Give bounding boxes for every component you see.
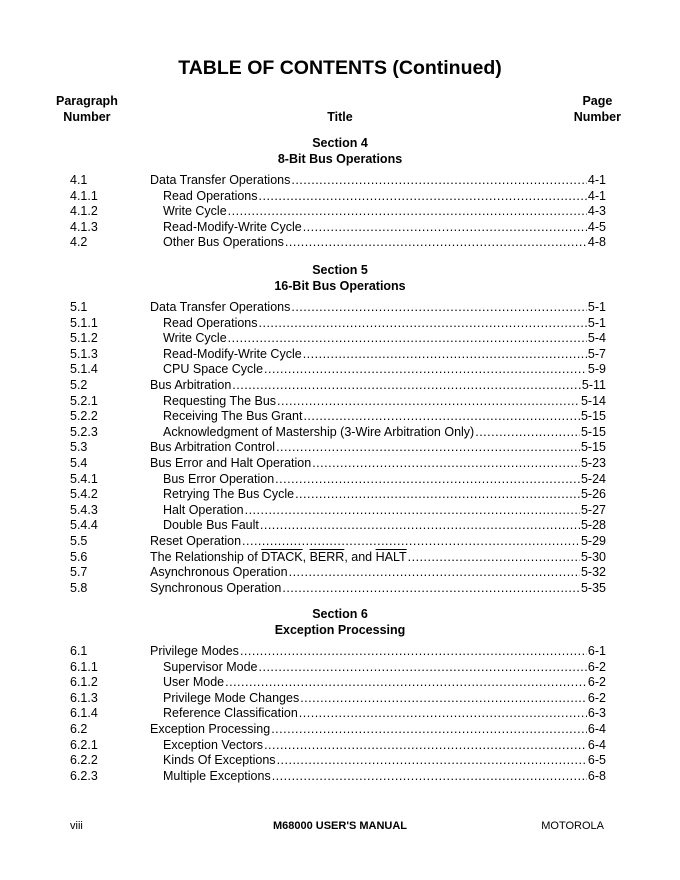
toc-entry-title: Kinds Of Exceptions	[163, 753, 276, 768]
toc-entry-number: 5.1	[70, 300, 88, 314]
toc-entry-title: Bus Arbitration	[150, 378, 232, 392]
toc-entry-page: 5-29	[580, 534, 606, 548]
toc-entry-number: 6.1.4	[70, 706, 98, 721]
dot-leader	[475, 424, 580, 440]
toc-entry[interactable]	[0, 737, 680, 753]
toc-entry-title: Privilege Mode Changes	[163, 690, 300, 705]
dot-leader	[260, 517, 580, 533]
toc-entry-page: 5-14	[580, 393, 606, 408]
toc-entry-title: Data Transfer Operations	[150, 300, 291, 314]
toc-entry[interactable]	[0, 752, 680, 768]
dot-leader	[240, 643, 587, 659]
toc-entry-number: 5.2.2	[70, 409, 98, 424]
toc-entry-page: 5-35	[580, 580, 606, 595]
toc-entry[interactable]	[0, 471, 680, 487]
toc-entry-page: 5-23	[580, 456, 606, 470]
toc-entry-title: Bus Arbitration Control	[150, 440, 276, 455]
toc-entry-title: Reset Operation	[150, 534, 242, 548]
toc-entry[interactable]	[0, 580, 680, 596]
toc-entry-title: Double Bus Fault	[163, 518, 259, 533]
section-number: Section 5	[312, 263, 368, 277]
toc-entry-number: 5.4.1	[70, 471, 98, 486]
signal-name: DTACK	[261, 549, 303, 564]
dot-leader	[272, 768, 587, 784]
section-number: Section 6	[312, 607, 368, 621]
toc-entry-page: 5-27	[580, 502, 606, 517]
dot-leader	[242, 533, 580, 549]
toc-entry-title: Requesting The Bus	[163, 393, 277, 408]
toc-entry-page: 4-8	[587, 235, 606, 250]
dot-leader	[264, 361, 587, 377]
toc-entry-number: 5.4	[70, 456, 88, 470]
dot-leader	[291, 299, 587, 315]
toc-entry-title: Receiving The Bus Grant	[163, 409, 303, 424]
toc-entry-page: 6-2	[587, 659, 606, 674]
toc-entry-page: 5-15	[580, 440, 606, 455]
dot-leader	[300, 690, 587, 706]
toc-entry[interactable]	[0, 643, 680, 659]
dot-leader	[228, 203, 587, 219]
toc-entry-page: 5-32	[580, 565, 606, 580]
toc-entry[interactable]	[0, 299, 680, 315]
toc-entry[interactable]	[0, 424, 680, 440]
toc-entry-number: 6.2	[70, 722, 88, 736]
dot-leader	[232, 377, 581, 393]
toc-entry[interactable]	[0, 690, 680, 706]
toc-entry[interactable]	[0, 705, 680, 721]
dot-leader	[271, 721, 587, 737]
toc-entry-page: 6-1	[587, 644, 606, 658]
footer-page-number: viii	[70, 820, 83, 832]
toc-entry-page: 5-1	[587, 300, 606, 314]
section-heading	[0, 606, 680, 638]
header-left-line1: Paragraph	[56, 94, 118, 108]
toc-entry-number: 4.1	[70, 173, 88, 187]
toc-entry-title: Bus Error and Halt Operation	[150, 456, 312, 470]
toc-entry[interactable]	[0, 346, 680, 362]
toc-entry-title: User Mode	[163, 675, 225, 690]
toc-entry-title: Exception Vectors	[163, 737, 264, 752]
section-title: 8-Bit Bus Operations	[277, 152, 403, 166]
toc-entry[interactable]	[0, 361, 680, 377]
toc-entry[interactable]	[0, 564, 680, 580]
toc-entry-number: 5.2	[70, 378, 88, 392]
toc-entry[interactable]	[0, 377, 680, 393]
toc-entry-page: 6-3	[587, 706, 606, 721]
dot-leader	[264, 737, 587, 753]
toc-entry-page: 5-11	[581, 378, 606, 392]
dot-leader	[299, 705, 587, 721]
toc-entry-page: 5-15	[580, 409, 606, 424]
toc-entry[interactable]	[0, 517, 680, 533]
toc-entry-number: 5.4.2	[70, 487, 98, 502]
toc-entry-page: 5-4	[587, 331, 606, 346]
toc-entry-number: 5.8	[70, 580, 88, 595]
dot-leader	[295, 486, 580, 502]
toc-entry-number: 6.1.3	[70, 690, 98, 705]
toc-entry[interactable]	[0, 330, 680, 346]
section-title: Exception Processing	[274, 623, 406, 637]
dot-leader	[275, 471, 580, 487]
toc-entry[interactable]	[0, 188, 680, 204]
toc-entry-title: Halt Operation	[163, 502, 244, 517]
toc-entry-number: 6.1	[70, 644, 88, 658]
toc-entry-page: 6-5	[587, 753, 606, 768]
toc-entry-title: Reference Classification	[163, 706, 298, 721]
toc-entry-page: 5-24	[580, 471, 606, 486]
toc-entry-title: Read-Modify-Write Cycle	[163, 219, 302, 234]
toc-entry-title: Acknowledgment of Mastership (3-Wire Arbitration Only)	[163, 424, 475, 439]
toc-entry[interactable]	[0, 455, 680, 471]
toc-entry[interactable]	[0, 408, 680, 424]
toc-entry-title: Privilege Modes	[150, 644, 239, 658]
toc-entry-number: 6.1.2	[70, 675, 98, 690]
toc-entry-title: Multiple Exceptions	[163, 768, 271, 783]
toc-entry[interactable]	[0, 234, 680, 250]
toc-entry[interactable]	[0, 659, 680, 675]
toc-entry-number: 5.1.1	[70, 315, 98, 330]
toc-entry-page: 6-8	[587, 768, 606, 783]
toc-entry[interactable]	[0, 502, 680, 518]
toc-entry-number: 5.4.4	[70, 518, 98, 533]
toc-entry-title: Read-Modify-Write Cycle	[163, 346, 302, 361]
dot-leader	[303, 219, 587, 235]
toc-entry-number: 6.2.2	[70, 753, 98, 768]
toc-entry[interactable]	[0, 533, 680, 549]
dot-leader	[259, 188, 587, 204]
toc-entry-number: 6.1.1	[70, 659, 98, 674]
toc-entry-number: 4.1.2	[70, 204, 98, 219]
toc-entry-title: Read Operations	[163, 315, 258, 330]
toc-entry-page: 5-26	[580, 487, 606, 502]
toc-entry-title: Asynchronous Operation	[150, 565, 288, 580]
toc-entry-page: 4-1	[587, 188, 606, 203]
toc-entry[interactable]	[0, 439, 680, 455]
toc-entry-number: 5.2.3	[70, 424, 98, 439]
toc-entry[interactable]	[0, 172, 680, 188]
dot-leader	[285, 234, 587, 250]
toc-entry-number: 5.3	[70, 440, 88, 455]
section-number: Section 4	[312, 136, 368, 150]
toc-entry-page: 5-28	[580, 518, 606, 533]
toc-entry-title: CPU Space Cycle	[163, 362, 264, 377]
toc-entry-title: Other Bus Operations	[163, 235, 284, 250]
title-header: Title	[327, 110, 353, 124]
footer-manual-title: M68000 USER'S MANUAL	[272, 820, 408, 832]
toc-entry-number: 4.1.3	[70, 219, 98, 234]
dot-leader	[245, 502, 580, 518]
toc-entry-number: 5.6	[70, 549, 88, 564]
toc-entry-page: 5-7	[587, 346, 606, 361]
dot-leader	[259, 315, 587, 331]
toc-entry-page: 4-5	[587, 219, 606, 234]
toc-entry[interactable]	[0, 219, 680, 235]
toc-entry-page: 4-3	[587, 204, 606, 219]
toc-entry-number: 5.1.2	[70, 331, 98, 346]
toc-entry-title: The Relationship of DTACK, BERR, and HALT	[150, 549, 407, 564]
dot-leader	[291, 172, 587, 188]
dot-leader	[312, 455, 580, 471]
dot-leader	[277, 393, 580, 409]
dot-leader	[289, 564, 580, 580]
toc-entry-title: Synchronous Operation	[150, 580, 282, 595]
dot-leader	[259, 659, 587, 675]
toc-entry-number: 5.7	[70, 565, 88, 580]
toc-entry-title: Write Cycle	[163, 331, 227, 346]
page-title: TABLE OF CONTENTS (Continued)	[178, 57, 502, 79]
toc-entry[interactable]	[0, 203, 680, 219]
toc-entry-title: Read Operations	[163, 188, 258, 203]
toc-entry-page: 5-30	[580, 549, 606, 564]
toc-entry-number: 5.1.3	[70, 346, 98, 361]
toc-entry[interactable]	[0, 315, 680, 331]
dot-leader	[276, 439, 580, 455]
toc-entry[interactable]	[0, 393, 680, 409]
toc-entry[interactable]	[0, 674, 680, 690]
toc-entry-page: 4-1	[587, 173, 606, 187]
header-right-line2: Number	[573, 110, 621, 124]
toc-entry-page: 6-4	[587, 737, 606, 752]
toc-entry[interactable]	[0, 486, 680, 502]
toc-entry-title: Supervisor Mode	[163, 659, 258, 674]
dot-leader	[303, 408, 580, 424]
header-right-line1: Page	[582, 94, 613, 108]
toc-entry-number: 5.1.4	[70, 362, 98, 377]
toc-entry-number: 6.2.3	[70, 768, 98, 783]
section-title: 16-Bit Bus Operations	[274, 279, 406, 293]
dot-leader	[228, 330, 587, 346]
toc-entry-title: Write Cycle	[163, 204, 227, 219]
toc-entry-number: 4.1.1	[70, 188, 98, 203]
dot-leader	[277, 752, 587, 768]
toc-entry-page: 5-15	[580, 424, 606, 439]
dot-leader	[408, 549, 580, 565]
page-number-header	[574, 93, 621, 125]
toc-entry-title: Retrying The Bus Cycle	[163, 487, 295, 502]
signal-name: HALT	[375, 549, 407, 564]
toc-entry-number: 5.5	[70, 534, 88, 548]
toc-entry-title: Bus Error Operation	[163, 471, 275, 486]
toc-entry-number: 5.4.3	[70, 502, 98, 517]
toc-entry-title: Data Transfer Operations	[150, 173, 291, 187]
toc-entry-page: 6-2	[587, 675, 606, 690]
footer-brand: MOTOROLA	[541, 820, 604, 832]
section-heading	[0, 135, 680, 167]
toc-entry-number: 4.2	[70, 235, 88, 250]
header-left-line2: Number	[63, 110, 111, 124]
section-heading	[0, 262, 680, 294]
toc-entry[interactable]	[0, 768, 680, 784]
toc-entry-title: Exception Processing	[150, 722, 271, 736]
toc-entry-page: 6-4	[587, 722, 606, 736]
toc-entry[interactable]	[0, 721, 680, 737]
signal-name: BERR	[309, 549, 345, 564]
dot-leader	[303, 346, 587, 362]
dot-leader	[225, 674, 587, 690]
toc-entry-page: 5-1	[587, 315, 606, 330]
toc-entry-number: 5.2.1	[70, 393, 98, 408]
toc-entry-page: 6-2	[587, 690, 606, 705]
toc-entry[interactable]	[0, 549, 680, 565]
toc-entry-page: 5-9	[587, 362, 606, 377]
dot-leader	[282, 580, 580, 596]
toc-entry-number: 6.2.1	[70, 737, 98, 752]
